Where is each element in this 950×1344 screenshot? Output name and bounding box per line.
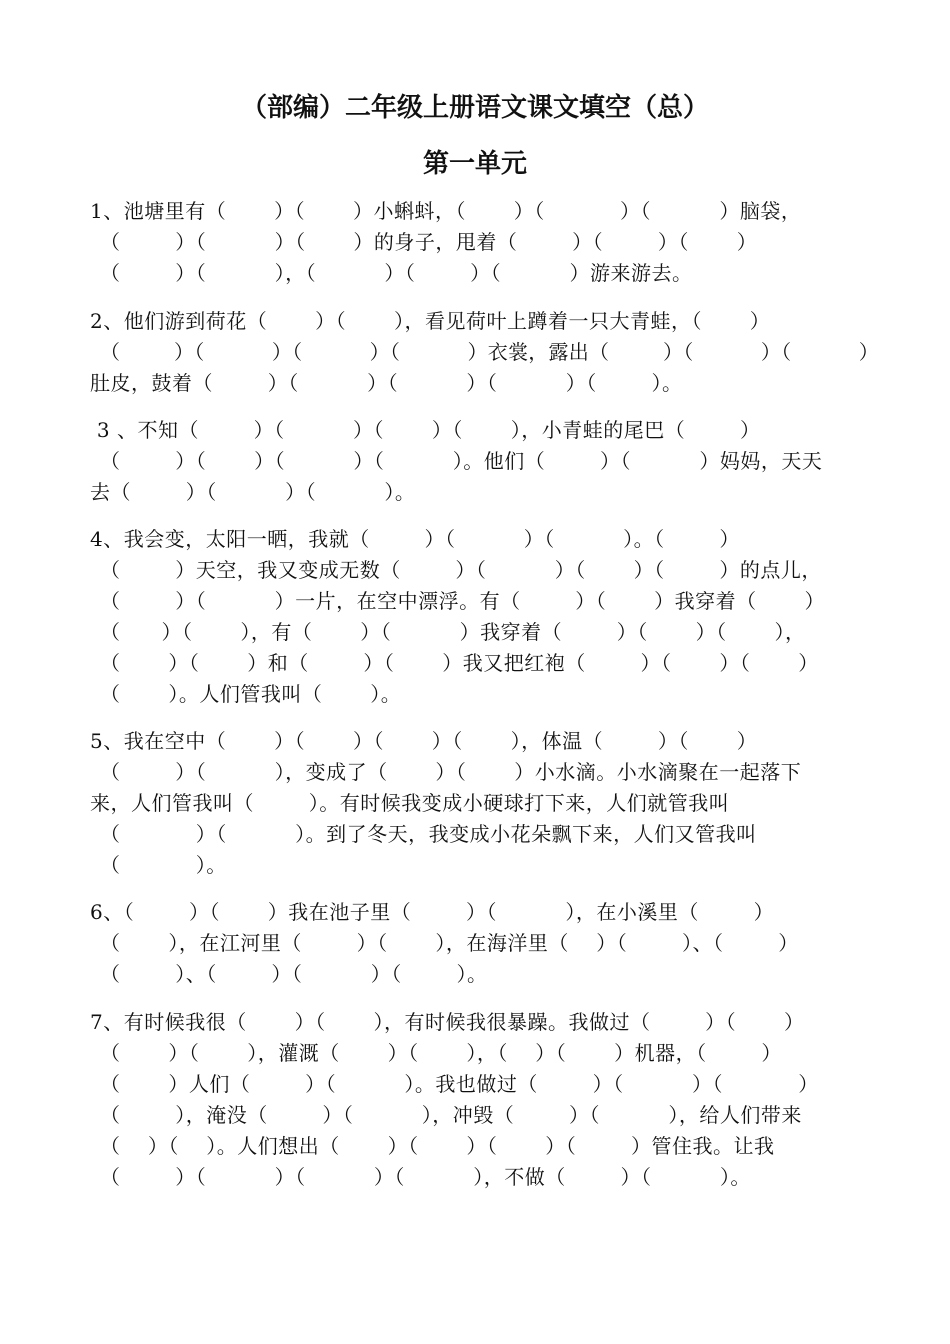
exercise-line: （ ）人们（ ）（ ）。我也做过（ ）（ ）（ ） xyxy=(100,1072,819,1096)
exercise-line: （ ）、（ ）（ ）（ ）。 xyxy=(100,962,488,986)
exercise-line: 1、池塘里有（ ）（ ）小蝌蚪，（ ）（ ）（ ）脑袋， xyxy=(90,199,802,223)
exercise-line: （ ）（ ），灌溉（ ）（ ），（ ）（ ）机器，（ ） xyxy=(100,1041,782,1065)
exercise-line: （ ），淹没（ ）（ ），冲毁（ ）（ ），给人们带来 xyxy=(100,1103,802,1127)
exercise-line: 2、他们游到荷花（ ）（ ），看见荷叶上蹲着一只大青蛙，（ ） xyxy=(90,309,771,333)
exercise-line: （ ）（ ）（ ）的身子，甩着（ ）（ ）（ ） xyxy=(100,230,758,254)
exercise-line: 6、（ ）（ ）我在池子里（ ）（ ），在小溪里（ ） xyxy=(90,900,775,924)
exercise-line: （ ），在江河里（ ）（ ），在海洋里（ ）（ ）、（ ） xyxy=(100,931,799,955)
exercise-line: （ ）（ ）（ ）（ ）。他们（ ）（ ）妈妈，天天 xyxy=(100,449,823,473)
exercise-line: （ ）（ ），变成了（ ）（ ）小水滴。小水滴聚在一起落下 xyxy=(100,760,802,784)
exercise-line: （ ）。人们管我叫（ ）。 xyxy=(100,682,402,706)
exercise-line: （ ）（ ），有（ ）（ ）我穿着（ ）（ ）（ ）， xyxy=(100,620,806,644)
exercise-line: 7、有时候我很（ ）（ ），有时候我很暴躁。我做过（ ）（ ） xyxy=(90,1010,805,1034)
exercise-line: （ ）天空，我又变成无数（ ）（ ）（ ）（ ）的点儿， xyxy=(100,558,822,582)
document-title: （部编）二年级上册语文课文填空（总） xyxy=(240,93,709,123)
section-title: 第一单元 xyxy=(422,149,527,179)
exercise-line: （ ）（ ）（ ）（ ），不做（ ）（ ）。 xyxy=(100,1165,751,1189)
exercise-line: 3 、不知（ ）（ ）（ ）（ ），小青蛙的尾巴（ ） xyxy=(90,418,761,442)
exercise-line: （ ）（ ）一片，在空中漂浮。有（ ）（ ）我穿着（ ） xyxy=(100,589,826,613)
exercise-line: （ ）（ ）。人们想出（ ）（ ）（ ）（ ）管住我。让我 xyxy=(100,1134,775,1158)
exercise-line: （ ）（ ）和（ ）（ ）我又把红袍（ ）（ ）（ ） xyxy=(100,651,819,675)
exercise-line: （ ）（ ）。到了冬天，我变成小花朵飘下来，人们又管我叫 xyxy=(100,822,757,846)
exercise-line: 肚皮，鼓着（ ）（ ）（ ）（ ）（ ）。 xyxy=(90,371,683,395)
exercise-line: 4、我会变，太阳一晒，我就（ ）（ ）（ ）。（ ） xyxy=(90,527,740,551)
exercise-line: （ ）（ ）（ ）（ ）衣裳，露出（ ）（ ）（ ） xyxy=(100,340,879,364)
exercise-line: （ ）（ ），（ ）（ ）（ ）游来游去。 xyxy=(100,261,693,285)
exercise-line: 来，人们管我叫（ ）。有时候我变成小硬球打下来，人们就管我叫 xyxy=(90,791,730,815)
exercise-line: 5、我在空中（ ）（ ）（ ）（ ），体温（ ）（ ） xyxy=(90,729,758,753)
exercise-line: 去（ ）（ ）（ ）。 xyxy=(90,480,416,504)
exercise-line: （ ）。 xyxy=(100,853,227,877)
